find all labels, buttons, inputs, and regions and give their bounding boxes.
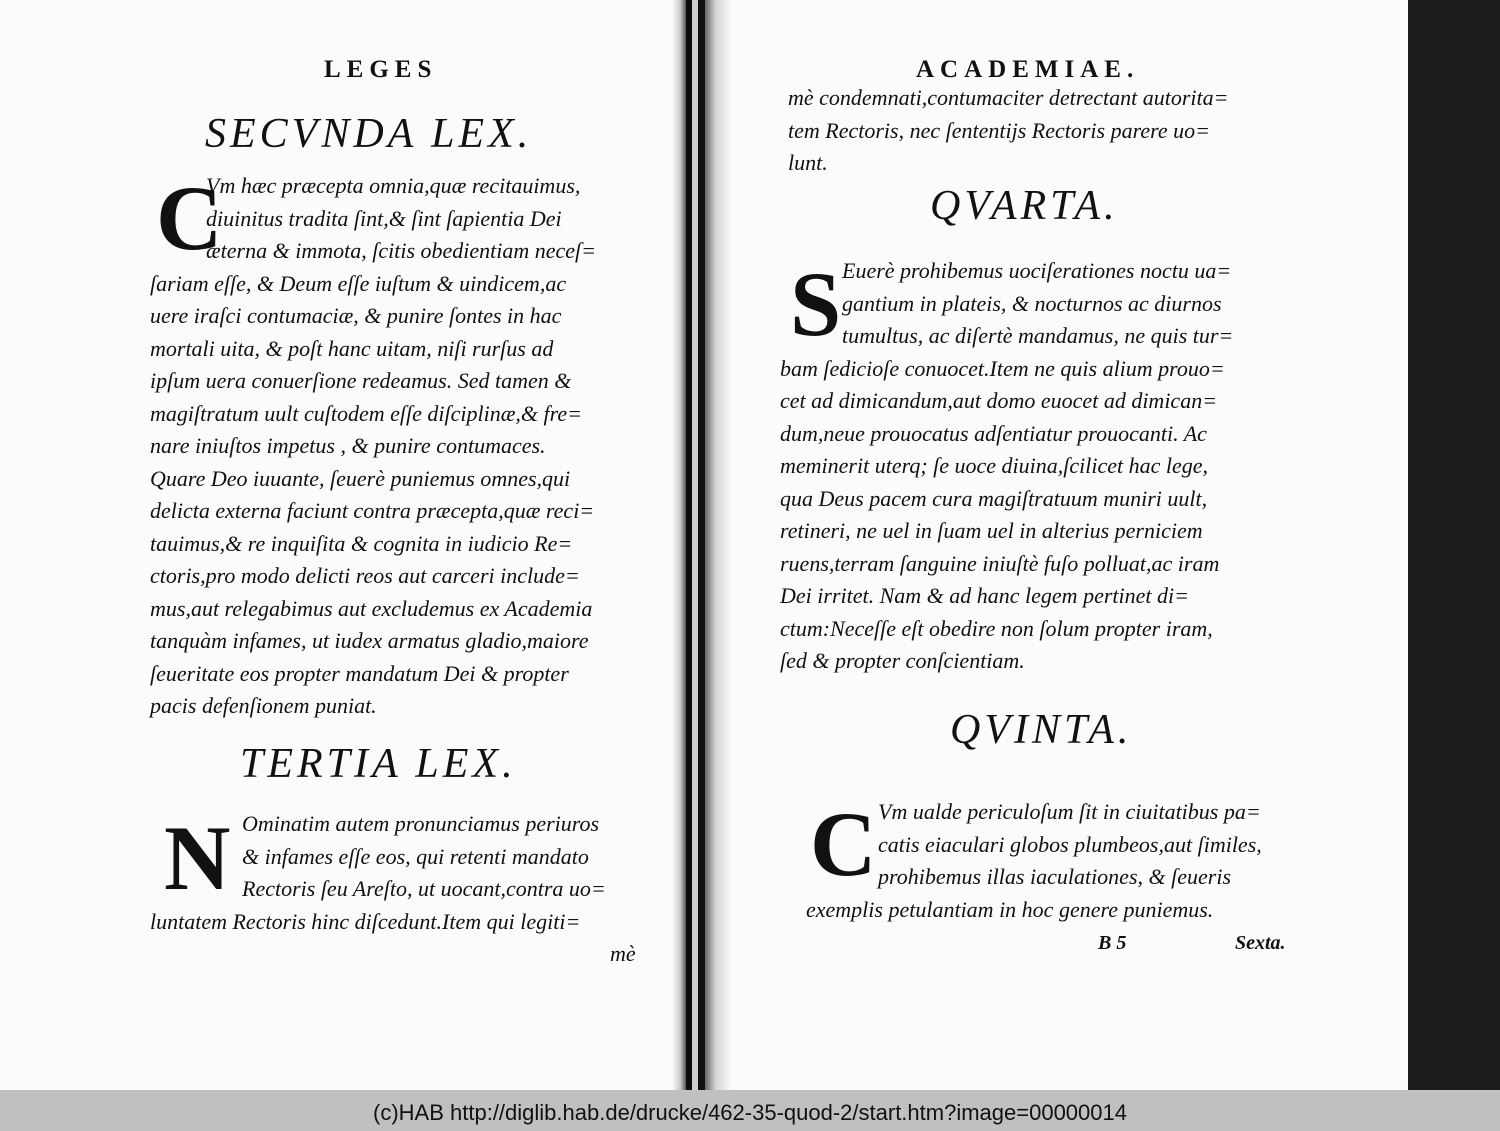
text-line: pacis defenſionem puniat. — [150, 693, 377, 718]
text-line: Vm hæc præcepta omnia,quæ recitauimus, — [206, 173, 581, 198]
text-line: exemplis petulantiam in hoc genere puniemus. — [806, 896, 1214, 922]
text-line: tanquàm infames, ut iudex armatus gladio,maiore — [150, 628, 589, 653]
text-line: ctoris,pro modo delicti reos aut carceri include= — [150, 563, 580, 588]
dark-scan-border — [1408, 0, 1500, 1090]
text-line: Dei irritet. Nam & ad hanc legem pertinet di= — [780, 583, 1189, 608]
text-line: catis eiaculari globos plumbeos,aut ſimiles, — [878, 831, 1262, 857]
heading-quarta: QVARTA. — [930, 183, 1119, 229]
text-line: lunt. — [788, 150, 828, 175]
dropcap-c-quinta: C — [810, 793, 877, 895]
text-line: mortali uita, & poſt hanc uitam, niſi rurſus ad — [150, 335, 554, 361]
copyright-caption: (c)HAB http://diglib.hab.de/drucke/462-35-quod-2/start.htm?image=00000014 — [373, 1100, 1127, 1125]
text-line: diuinitus tradita ſint,& ſint ſapientia Dei — [206, 205, 562, 231]
text-line: bam ſedicioſe conuocet.Item ne quis alium prouo= — [780, 355, 1225, 381]
text-line: ſariam eſſe, & Deum eſſe iuſtum & uindicem,ac — [150, 270, 567, 296]
paragraph-tertia — [150, 808, 650, 938]
text-line: retineri, ne uel in ſuam uel in alterius perniciem — [780, 518, 1203, 543]
text-line: delicta externa faciunt contra præcepta,quæ reci= — [150, 498, 595, 523]
text-line: mè condemnati,contumaciter detrectant autorita= — [788, 85, 1229, 110]
text-line: dum,neue prouocatus adſentiatur prouocanti. Ac — [780, 420, 1207, 446]
text-line: Vm ualde periculoſum ſit in ciuitatibus pa= — [878, 799, 1261, 824]
text-line: nare iniuſtos impetus , & punire contumaces. — [150, 433, 546, 458]
right-page — [780, 0, 1300, 1090]
text-line: meminerit uterq; ſe uoce diuina,ſcilicet hac lege, — [780, 453, 1209, 478]
text-line: tem Rectoris, nec ſententijs Rectoris parere uo= — [788, 117, 1210, 143]
text-line: ctum:Neceſſe eſt obedire non ſolum propter iram, — [780, 615, 1213, 641]
text-line: magiſtratum uult cuſtodem eſſe diſciplinæ,& fre= — [150, 400, 582, 426]
text-line: ſed & propter conſcientiam. — [780, 648, 1025, 673]
signature-mark: B 5 — [1098, 932, 1127, 954]
text-line: æterna & immota, ſcitis obedientiam neceſ= — [206, 238, 597, 263]
text-line: Quare Deo iuuante, ſeuerè puniemus omnes,qui — [150, 465, 571, 491]
running-head-right: ACADEMIAE. — [916, 56, 1140, 83]
paragraph-quarta — [780, 255, 1290, 678]
text-line: cet ad dimicandum,aut domo euocet ad dimican= — [780, 388, 1218, 413]
text-line: uere iraſci contumaciæ, & punire ſontes in hac — [150, 303, 562, 328]
paragraph-secunda — [150, 167, 650, 723]
catchword-left: mè — [610, 941, 636, 966]
left-page — [150, 0, 650, 1090]
text-line: luntatem Rectoris hinc diſcedunt.Item qui legiti= — [150, 908, 581, 934]
heading-quinta: QVINTA. — [950, 707, 1133, 753]
dropcap-n: N — [164, 807, 231, 909]
catchword-right: Sexta. — [1235, 932, 1286, 954]
dropcap-s: S — [790, 253, 842, 355]
text-line: prohibemus illas iaculationes, & ſeueris — [878, 864, 1231, 889]
text-line: gantium in plateis, & nocturnos ac diurnos — [842, 290, 1222, 316]
book-gutter — [672, 0, 732, 1090]
heading-secunda-lex: SECVNDA LEX. — [205, 111, 533, 157]
text-line: Ominatim autem pronunciamus periuros — [242, 811, 600, 836]
running-head-left: LEGES — [324, 56, 438, 83]
text-line: Rectoris ſeu Areſto, ut uocant,contra uo= — [242, 876, 606, 901]
text-line: & infames eſſe eos, qui retenti mandato — [242, 843, 589, 869]
paragraph-continuation — [788, 82, 1298, 180]
dropcap-c: C — [156, 167, 223, 269]
text-line: qua Deus pacem cura magiſtratuum muniri uult, — [780, 485, 1208, 511]
text-line: mus,aut relegabimus aut excludemus ex Academia — [150, 595, 593, 621]
text-line: tumultus, ac diſertè mandamus, ne quis tur= — [842, 323, 1234, 348]
text-line: ſeueritate eos propter mandatum Dei & propter — [150, 660, 569, 686]
heading-tertia-lex: TERTIA LEX. — [240, 741, 517, 787]
paragraph-quinta — [806, 793, 1306, 926]
text-line: Euerè prohibemus uociſerationes noctu ua= — [842, 258, 1232, 283]
text-line: tauimus,& re inquiſita & cognita in iudicio Re= — [150, 530, 573, 556]
text-line: ipſum uera conuerſione redeamus. Sed tamen & — [150, 368, 572, 393]
text-line: ruens,terram ſanguine iniuſtè fuſo polluat,ac iram — [780, 550, 1220, 576]
